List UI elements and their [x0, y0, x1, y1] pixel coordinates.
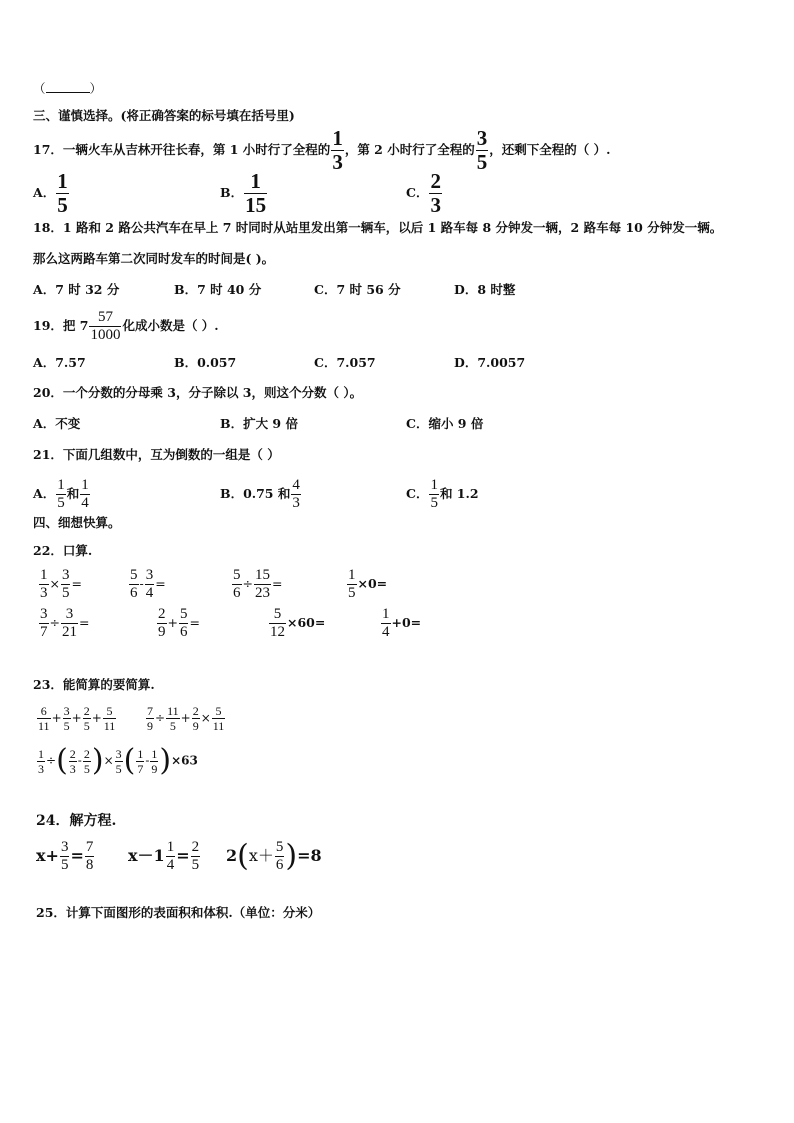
- q17-text-pre: 17．一辆火车从吉林开往长春，第 1 小时行了全程的: [33, 142, 331, 157]
- question-21: 21．下面几组数中，互为倒数的一组是（ ）: [33, 447, 280, 462]
- answer-blank-top: [33, 80, 102, 97]
- q18-line-1: 18．1 路和 2 路公共汽车在早上 7 时同时从站里发出第一辆车，以后 1 路车每 8 分钟发一辆，2 路车每 10 分钟发一辆。: [33, 220, 723, 235]
- question-25: 25．计算下面图形的表面积和体积.（单位：分米）: [36, 905, 321, 920]
- question-17: [33, 128, 610, 173]
- q22-expr-2: $\frac{5}{6}$ - $\frac{3}{4}$ =: [130, 567, 166, 601]
- q20-option-a: A．不变: [33, 416, 81, 431]
- q18-option-d: D．8 时整: [454, 282, 516, 297]
- q24-title: 24．解方程.: [36, 813, 117, 829]
- q23-expr-3: $\frac{1}{3}$ ÷( $\frac{2}{3}$ - $\frac{2}{5}$ )× $\frac{3}{5}$ ( $\frac{1}{7}$ - $\frac{1}{9}$ )×63: [38, 743, 198, 778]
- q18-option-b: B．7 时 40 分: [174, 282, 262, 297]
- q22-expr-1: $\frac{1}{3}$ × $\frac{3}{5}$ =: [40, 567, 82, 601]
- q21-option-a: A． $\frac{1}{5}$ 和 $\frac{1}{4}$: [33, 477, 89, 511]
- q19-option-d: D．7.0057: [454, 355, 526, 370]
- q18-line-2: 那么这两路车第二次同时发车的时间是( )。: [33, 251, 275, 266]
- q17-option-b: B． $\frac{1}{15}$: [220, 169, 267, 217]
- q22-expr-4: $\frac{1}{5}$ ×0=: [348, 567, 388, 601]
- q19-option-b: B．0.057: [174, 355, 237, 370]
- q17-text-mid: ，第 2 小时行了全程的: [344, 142, 475, 157]
- q22-title: 22．口算.: [33, 543, 93, 558]
- q23-expr-1: $\frac{6}{11}$ + $\frac{3}{5}$ + $\frac{2}{5}$ + $\frac{5}{11}$: [38, 704, 116, 733]
- q17-fraction-1: $\frac{1}{3}$: [332, 126, 343, 174]
- q22-expr-8: $\frac{1}{4}$ +0=: [382, 606, 422, 640]
- question-20: 20．一个分数的分母乘 3，分子除以 3，则这个分数（ ）。: [33, 385, 363, 400]
- q23-expr-2: $\frac{7}{9}$ ÷ $\frac{11}{5}$ + $\frac{2}{9}$ × $\frac{5}{11}$: [147, 704, 225, 733]
- q22-expr-5: $\frac{3}{7}$ ÷ $\frac{3}{21}$ =: [40, 606, 90, 640]
- q24-equation-1: x+ $\frac{3}{5}$ = $\frac{7}{8}$: [36, 839, 94, 873]
- q17-option-a: A． $\frac{1}{5}$: [33, 169, 68, 217]
- q21-option-b: B．0.75 和 $\frac{4}{3}$: [220, 477, 300, 511]
- q20-option-c: C．缩小 9 倍: [406, 416, 484, 431]
- question-19: 19．把 7 $\frac{57}{1000}$ 化成小数是（ ）.: [33, 309, 219, 343]
- answer-line: [46, 80, 90, 93]
- q24-equation-2: x－1 $\frac{1}{4}$ = $\frac{2}{5}$: [128, 839, 200, 873]
- q19-fraction: $\frac{57}{1000}$: [90, 309, 121, 343]
- q18-option-c: C．7 时 56 分: [314, 282, 401, 297]
- q22-expr-6: $\frac{2}{9}$ + $\frac{5}{6}$ =: [158, 606, 200, 640]
- q20-option-b: B．扩大 9 倍: [220, 416, 298, 431]
- section-4-title: 四、细想快算。: [33, 515, 121, 530]
- q23-title: 23．能简算的要简算.: [33, 677, 155, 692]
- q17-option-c: C． $\frac{2}{3}$: [406, 169, 441, 217]
- q17-text-post: ，还剩下全程的（ ）.: [489, 142, 611, 157]
- q17-fraction-2: $\frac{3}{5}$: [476, 126, 488, 174]
- q19-option-c: C．7.057: [314, 355, 376, 370]
- q22-expr-3: $\frac{5}{6}$ ÷ $\frac{15}{23}$ =: [233, 567, 283, 601]
- paren-open: （: [33, 81, 46, 96]
- q24-equation-3: 2(x＋ $\frac{5}{6}$ )=8: [226, 838, 322, 874]
- q19-option-a: A．7.57: [33, 355, 86, 370]
- q21-option-c: C． $\frac{1}{5}$ 和 1.2: [406, 477, 479, 511]
- paren-close: ）: [89, 81, 103, 96]
- section-3-title: 三、谨慎选择。(将正确答案的标号填在括号里): [33, 108, 295, 123]
- q18-option-a: A．7 时 32 分: [33, 282, 120, 297]
- q22-expr-7: $\frac{5}{12}$ ×60=: [270, 606, 326, 640]
